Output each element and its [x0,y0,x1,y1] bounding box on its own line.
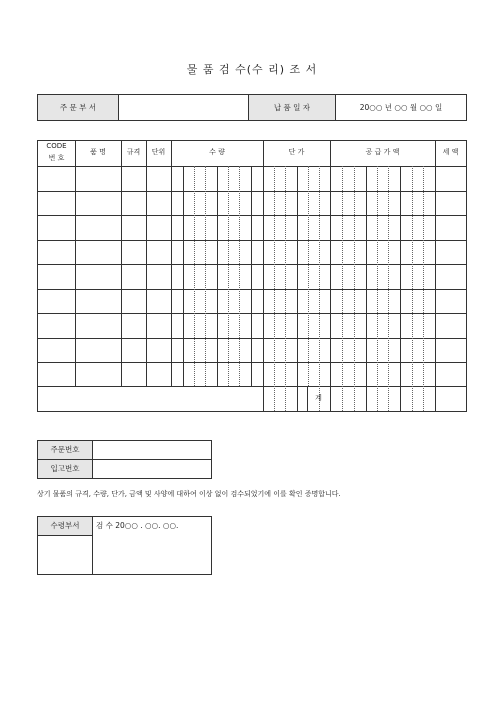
receiver-table [37,516,212,575]
col-code-header: CODE [46,142,67,150]
dept-label: 주 문 부 서 [38,95,118,120]
date-label: 납 품 일 자 [249,95,335,120]
order-no-label: 주문번호 [38,441,92,459]
date-field[interactable]: 20○○ 년 ○○ 월 ○○ 일 [359,103,443,112]
col-tax-header: 세 액 [442,148,459,156]
signature-area[interactable] [93,535,211,574]
document-title: 물 품 검 수(수 리) 조 서 [186,63,318,76]
total-label: 계 [315,394,322,402]
col-qty-header: 수 량 [209,148,225,156]
col-amount-header: 공 급 가 액 [365,148,400,156]
dept-field[interactable] [119,95,248,120]
receiver-label: 수령부서 [38,517,92,535]
col-code-sub-header: 번 호 [48,154,65,162]
inspection-date: 검 수 20○○ . ○○. ○○. [96,521,179,530]
receipt-no-field[interactable] [93,460,211,478]
order-no-field[interactable] [93,441,211,459]
col-unit-header: 단위 [151,148,166,156]
items-table [37,140,467,412]
order-info-table [37,440,212,479]
col-name-header: 품 명 [90,148,106,156]
col-price-header: 단 가 [288,148,305,156]
header-table [37,94,467,121]
receipt-no-label: 입고번호 [38,460,92,478]
confirmation-statement: 상기 물품의 규격, 수량, 단가, 금액 및 사양에 대하여 이상 없이 검수되었기에 이를 확인 증명합니다. [37,490,341,498]
col-spec-header: 규격 [126,148,141,156]
